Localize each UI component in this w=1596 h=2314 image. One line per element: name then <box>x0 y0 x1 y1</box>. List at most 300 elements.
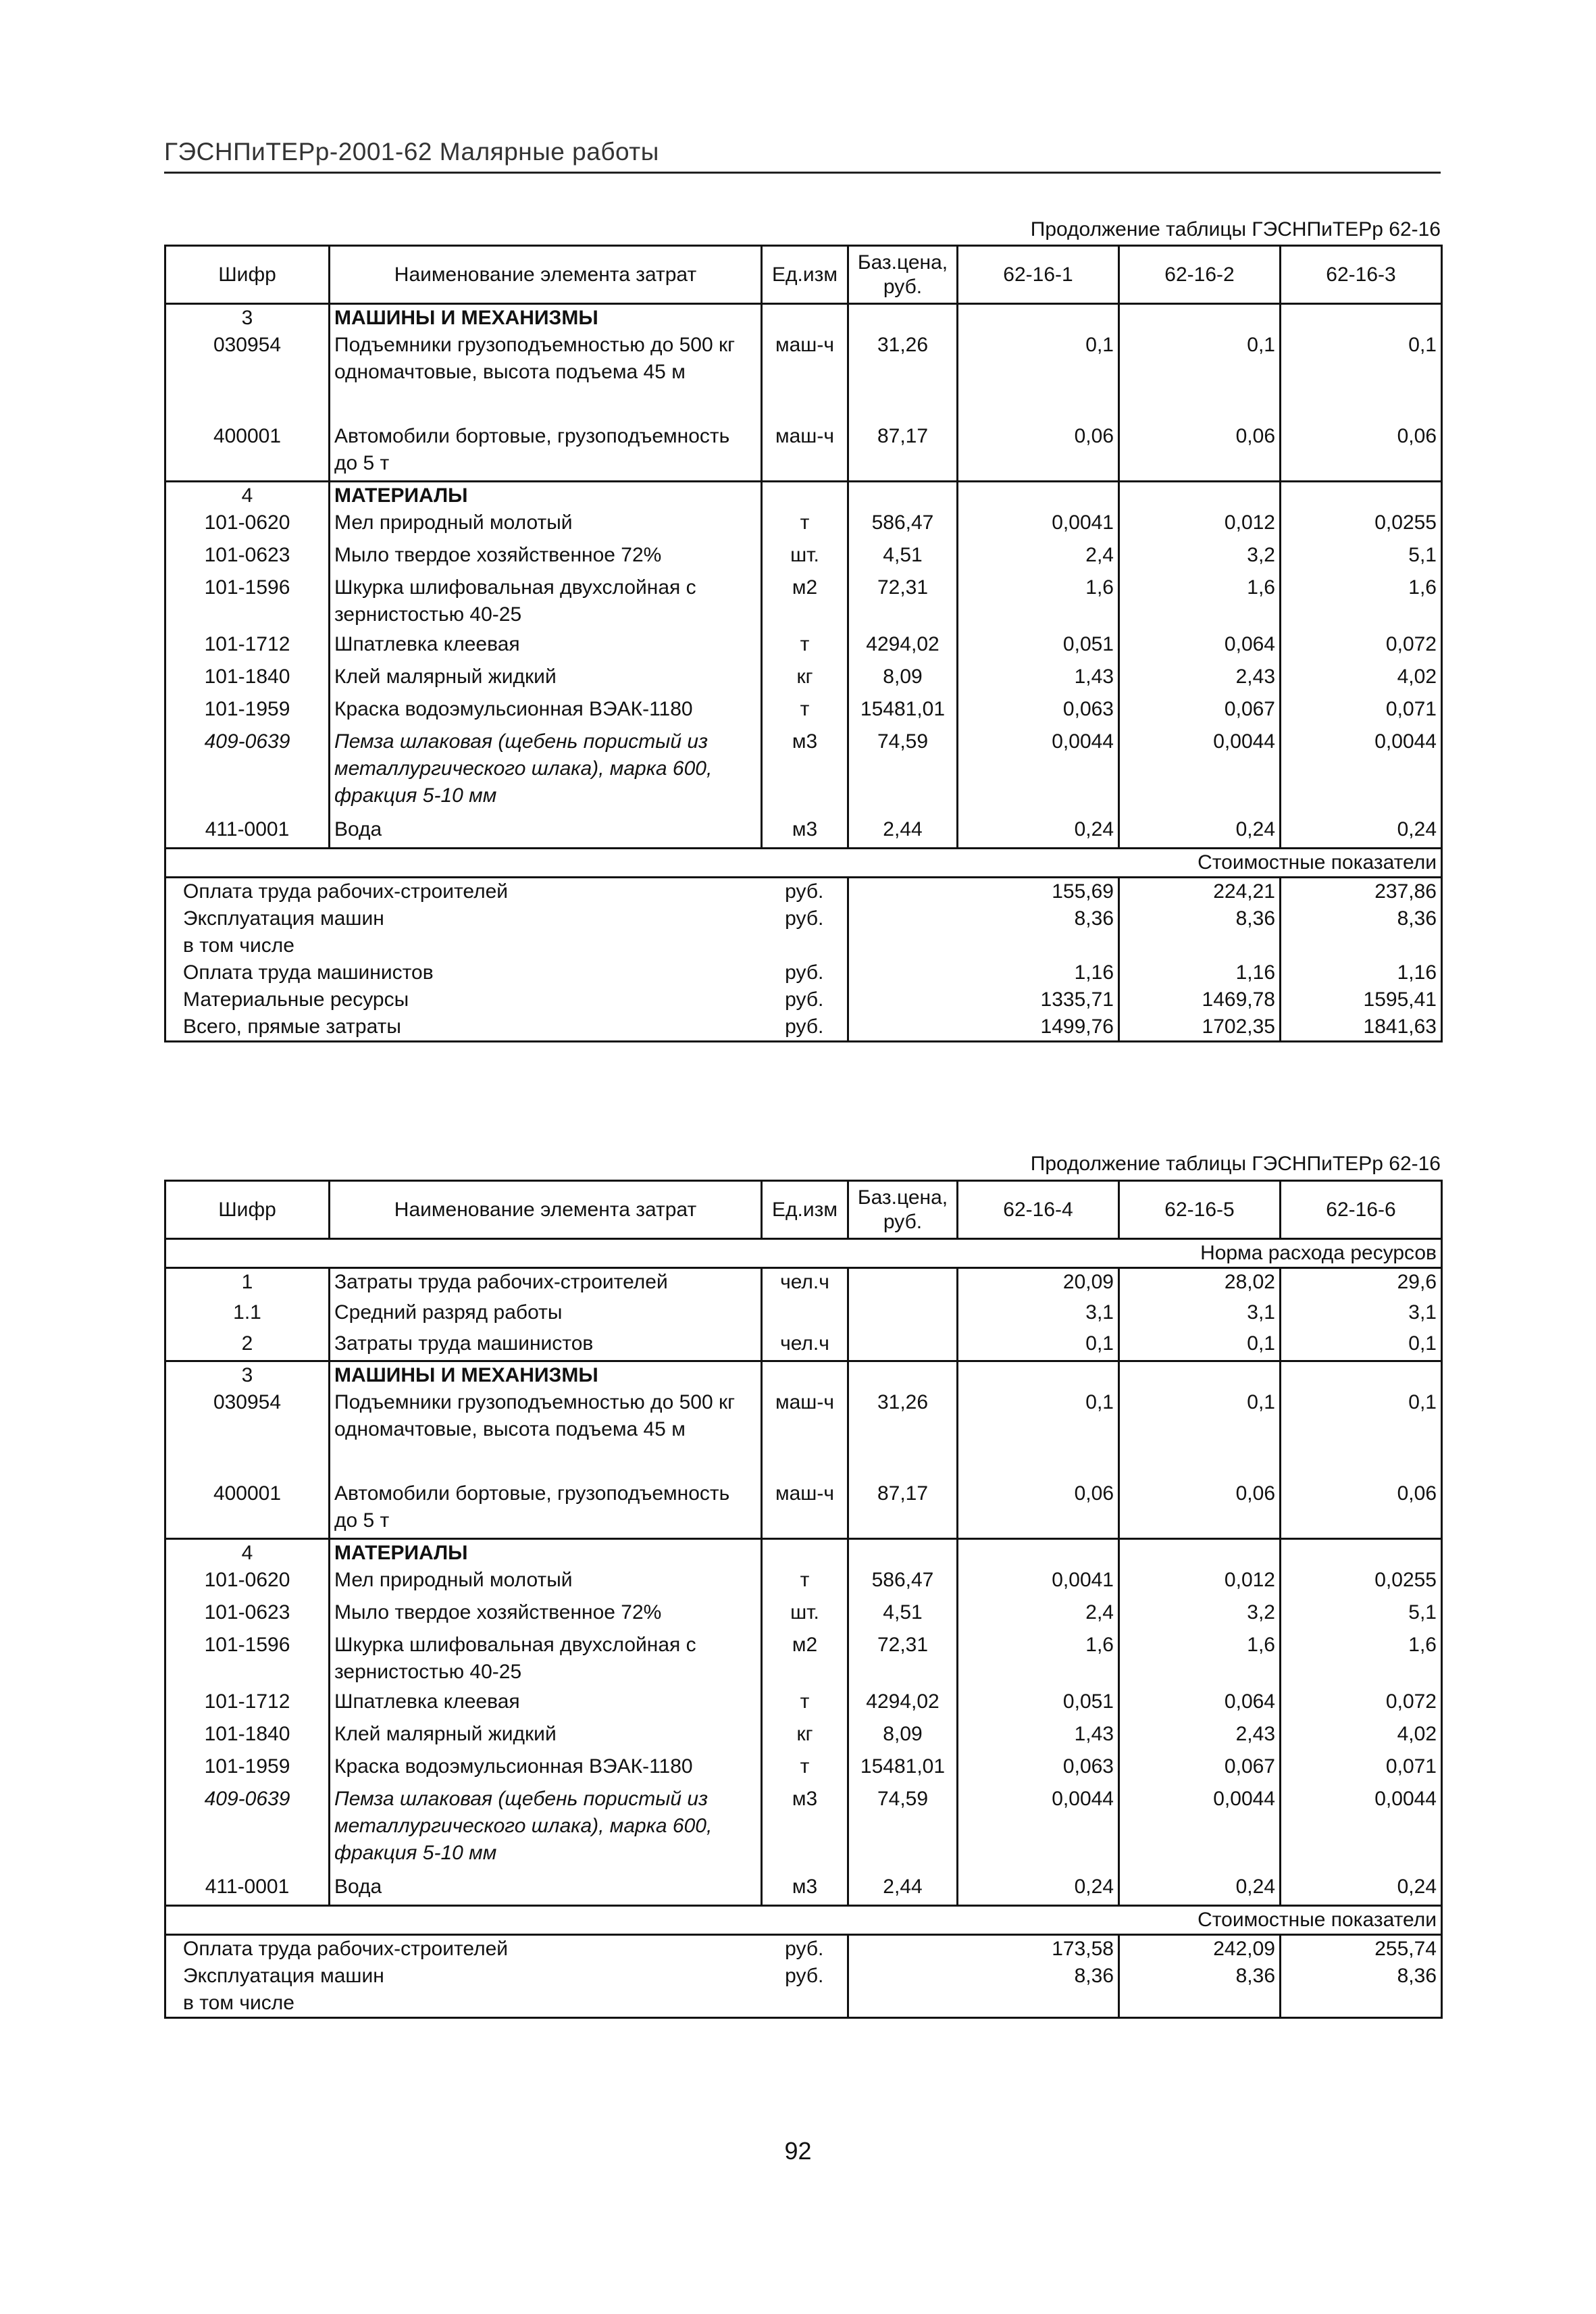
summary-value-2: 8,36 <box>1119 905 1281 932</box>
unit-cell: шт. <box>790 1601 819 1624</box>
unit-cell: маш-ч <box>775 1482 834 1505</box>
col-name-header: Наименование элемента затрат <box>330 1181 762 1239</box>
value-cell-1: 0,063 <box>958 696 1119 728</box>
summary-row <box>165 959 1442 986</box>
empty-cell <box>1281 304 1442 332</box>
empty-cell <box>1119 304 1281 332</box>
section-number: 3 <box>165 1361 330 1390</box>
value-cell-3: 4,02 <box>1281 663 1442 696</box>
summary-value-3 <box>1281 1990 1442 2018</box>
value-cell-2: 1,6 <box>1119 574 1281 631</box>
material-row <box>165 663 1442 696</box>
value-cell-2: 0,012 <box>1119 509 1281 542</box>
price-cell: 74,59 <box>848 1786 958 1873</box>
value-cell-1: 0,1 <box>958 1389 1119 1480</box>
value-cell-2: 0,24 <box>1119 1873 1281 1906</box>
value-cell-3: 5,1 <box>1281 1599 1442 1632</box>
unit-cell: маш-ч <box>775 334 834 356</box>
value-cell-1: 0,063 <box>958 1753 1119 1786</box>
value-cell-2: 3,1 <box>1119 1299 1281 1330</box>
value-cell-3: 0,0255 <box>1281 1567 1442 1599</box>
summary-value-3: 8,36 <box>1281 1963 1442 1990</box>
summary-value-2: 1469,78 <box>1119 986 1281 1013</box>
code-cell: 101-0620 <box>165 509 330 542</box>
price-cell: 4294,02 <box>848 1688 958 1721</box>
summary-label: Материальные ресурсы <box>165 986 762 1013</box>
empty-cell <box>1119 1361 1281 1390</box>
col-unit-header: Ед.изм <box>762 246 848 304</box>
col-price-header: Баз.цена, руб. <box>848 1181 958 1239</box>
col-price-header: Баз.цена, руб. <box>848 246 958 304</box>
cost-label-row-text: Стоимостные показатели <box>165 849 1442 878</box>
page-header: ГЭСНПиТЕРр-2001-62 Малярные работы <box>164 135 1441 174</box>
code-cell: 409-0639 <box>165 1786 330 1873</box>
price-cell: 15481,01 <box>848 696 958 728</box>
value-cell-3: 0,24 <box>1281 1873 1442 1906</box>
name-cell: Вода <box>330 816 762 849</box>
section-title: МАТЕРИАЛЫ <box>330 1538 762 1567</box>
table1-caption: Продолжение таблицы ГЭСНПиТЕРр 62-16 <box>1030 218 1441 241</box>
summary-value-1 <box>958 1990 1119 2018</box>
code-cell: 101-1712 <box>165 631 330 663</box>
code-cell: 101-0620 <box>165 1567 330 1599</box>
value-cell-3: 0,0255 <box>1281 509 1442 542</box>
value-cell-3: 0,24 <box>1281 816 1442 849</box>
code-cell: 411-0001 <box>165 816 330 849</box>
summary-value-3: 1595,41 <box>1281 986 1442 1013</box>
code-cell: 101-1596 <box>165 574 330 631</box>
name-cell: Затраты труда машинистов <box>330 1330 762 1361</box>
value-cell-3: 0,06 <box>1281 423 1442 481</box>
empty-cell <box>1281 1361 1442 1390</box>
code-cell: 101-1959 <box>165 1753 330 1786</box>
summary-unit: руб. <box>785 988 824 1011</box>
value-cell-2: 0,064 <box>1119 631 1281 663</box>
value-cell-1: 20,09 <box>958 1268 1119 1299</box>
summary-label: Оплата труда рабочих-строителей <box>165 878 762 906</box>
name-cell: Мел природный молотый <box>330 1567 762 1599</box>
material-row <box>165 509 1442 542</box>
price-cell: 87,17 <box>848 1480 958 1538</box>
col-header-62-16-3: 62-16-3 <box>1281 246 1442 304</box>
summary-row <box>165 1935 1442 1963</box>
code-cell: 101-0623 <box>165 1599 330 1632</box>
summary-value-2: 1702,35 <box>1119 1013 1281 1042</box>
price-cell: 87,17 <box>848 423 958 481</box>
price-cell: 4,51 <box>848 542 958 574</box>
unit-cell: маш-ч <box>775 1391 834 1413</box>
unit-cell: м3 <box>792 1787 818 1810</box>
labor-row <box>165 1299 1442 1330</box>
material-row <box>165 696 1442 728</box>
value-cell-2: 3,2 <box>1119 1599 1281 1632</box>
summary-row <box>165 986 1442 1013</box>
summary-unit: руб. <box>785 961 824 984</box>
code-cell: 400001 <box>165 1480 330 1538</box>
code-cell: 2 <box>165 1330 330 1361</box>
summary-unit: руб. <box>785 1965 824 1987</box>
value-cell-1: 1,43 <box>958 663 1119 696</box>
value-cell-1: 3,1 <box>958 1299 1119 1330</box>
summary-value-3: 237,86 <box>1281 878 1442 906</box>
value-cell-3: 0,0044 <box>1281 728 1442 816</box>
col-header-62-16-1: 62-16-1 <box>958 246 1119 304</box>
unit-cell: шт. <box>790 543 819 566</box>
summary-value-2 <box>1119 1990 1281 2018</box>
value-cell-2: 2,43 <box>1119 663 1281 696</box>
empty-cell <box>762 1361 848 1390</box>
section-title: МАШИНЫ И МЕХАНИЗМЫ <box>330 304 762 332</box>
code-cell: 101-1596 <box>165 1632 330 1688</box>
name-cell: Пемза шлаковая (щебень пористый из металлургического шлака), марка 600, фракция 5-10 мм <box>330 1786 762 1873</box>
price-cell: 31,26 <box>848 332 958 423</box>
name-cell: Пемза шлаковая (щебень пористый из металлургического шлака), марка 600, фракция 5-10 мм <box>330 728 762 816</box>
code-cell: 400001 <box>165 423 330 481</box>
price-cell: 31,26 <box>848 1389 958 1480</box>
unit-cell: чел.ч <box>780 1332 829 1355</box>
name-cell: Шкурка шлифовальная двухслойная с зернистостью 40-25 <box>330 574 762 631</box>
section-number: 4 <box>165 481 330 509</box>
unit-cell: чел.ч <box>780 1271 829 1293</box>
value-cell-3: 0,0044 <box>1281 1786 1442 1873</box>
code-cell: 411-0001 <box>165 1873 330 1906</box>
value-cell-2: 0,067 <box>1119 1753 1281 1786</box>
value-cell-1: 0,1 <box>958 332 1119 423</box>
empty-cell <box>1119 481 1281 509</box>
unit-cell: м2 <box>792 576 818 599</box>
price-cell: 8,09 <box>848 1721 958 1753</box>
name-cell: Шкурка шлифовальная двухслойная с зернистостью 40-25 <box>330 1632 762 1688</box>
name-cell: Шпатлевка клеевая <box>330 1688 762 1721</box>
name-cell: Вода <box>330 1873 762 1906</box>
summary-unit <box>762 932 848 959</box>
summary-label: Эксплуатация машин <box>165 905 762 932</box>
summary-unit: руб. <box>762 1013 848 1042</box>
value-cell-2: 0,06 <box>1119 1480 1281 1538</box>
section-number: 3 <box>165 304 330 332</box>
value-cell-3: 5,1 <box>1281 542 1442 574</box>
value-cell-2: 1,6 <box>1119 1632 1281 1688</box>
empty-cell <box>1281 481 1442 509</box>
value-cell-2: 0,1 <box>1119 1389 1281 1480</box>
value-cell-2: 0,064 <box>1119 1688 1281 1721</box>
summary-row <box>165 878 1442 906</box>
value-cell-1: 0,06 <box>958 1480 1119 1538</box>
summary-value-2 <box>1119 932 1281 959</box>
value-cell-2: 0,06 <box>1119 423 1281 481</box>
unit-cell: кг <box>796 1722 813 1745</box>
summary-unit: руб. <box>785 907 824 930</box>
summary-label: Всего, прямые затраты <box>165 1013 762 1042</box>
code-cell: 409-0639 <box>165 728 330 816</box>
unit-cell: т <box>800 1755 810 1778</box>
empty-cell <box>848 1361 958 1390</box>
empty-cell <box>848 905 958 932</box>
summary-unit: руб. <box>762 1935 848 1963</box>
summary-value-1: 1335,71 <box>958 986 1119 1013</box>
name-cell: Автомобили бортовые, грузоподъемность до 5 т <box>330 1480 762 1538</box>
code-cell: 101-1712 <box>165 1688 330 1721</box>
unit-cell <box>762 1299 848 1330</box>
name-cell: Краска водоэмульсионная ВЭАК-1180 <box>330 696 762 728</box>
value-cell-1: 0,24 <box>958 1873 1119 1906</box>
value-cell-3: 0,1 <box>1281 1389 1442 1480</box>
labor-row <box>165 1330 1442 1361</box>
empty-cell <box>848 878 958 906</box>
value-cell-3: 0,072 <box>1281 1688 1442 1721</box>
empty-cell <box>762 304 848 332</box>
summary-unit <box>762 1990 848 2018</box>
value-cell-1: 0,0044 <box>958 1786 1119 1873</box>
name-cell: Средний разряд работы <box>330 1299 762 1330</box>
price-cell: 4,51 <box>848 1599 958 1632</box>
section-machines <box>165 1361 1442 1390</box>
code-cell: 030954 <box>165 332 330 423</box>
summary-unit: руб. <box>762 878 848 906</box>
name-cell: Подъемники грузоподъемностью до 500 кг одномачтовые, высота подъема 45 м <box>330 332 762 423</box>
name-cell: Автомобили бортовые, грузоподъемность до 5 т <box>330 423 762 481</box>
price-cell: 15481,01 <box>848 1753 958 1786</box>
summary-label: в том числе <box>165 932 762 959</box>
value-cell-2: 3,2 <box>1119 542 1281 574</box>
cost-label-row <box>165 1906 1442 1935</box>
unit-cell: т <box>800 511 810 534</box>
empty-cell <box>848 959 958 986</box>
value-cell-3: 3,1 <box>1281 1299 1442 1330</box>
cost-label-row <box>165 849 1442 878</box>
col-header-62-16-6: 62-16-6 <box>1281 1181 1442 1239</box>
empty-cell <box>848 1013 958 1042</box>
col-code-header: Шифр <box>165 246 330 304</box>
value-cell-3: 0,071 <box>1281 696 1442 728</box>
unit-cell: т <box>800 697 810 720</box>
unit-cell: м3 <box>792 730 818 753</box>
summary-value-2: 8,36 <box>1119 1963 1281 1990</box>
value-cell-1: 0,0041 <box>958 509 1119 542</box>
value-cell-1: 0,24 <box>958 816 1119 849</box>
summary-value-1: 173,58 <box>958 1935 1119 1963</box>
norm-label-row-text: Норма расхода ресурсов <box>165 1239 1442 1268</box>
summary-label: Оплата труда рабочих-строителей <box>165 1935 762 1963</box>
table2-caption: Продолжение таблицы ГЭСНПиТЕРр 62-16 <box>1030 1153 1441 1175</box>
summary-value-2: 242,09 <box>1119 1935 1281 1963</box>
summary-value-3: 255,74 <box>1281 1935 1442 1963</box>
value-cell-3: 0,06 <box>1281 1480 1442 1538</box>
col-header-62-16-5: 62-16-5 <box>1119 1181 1281 1239</box>
summary-row <box>165 1963 1442 1990</box>
material-row <box>165 1632 1442 1688</box>
norm-label-row <box>165 1239 1442 1268</box>
summary-value-3 <box>1281 932 1442 959</box>
machine-row <box>165 1389 1442 1480</box>
empty-cell <box>1119 1538 1281 1567</box>
value-cell-2: 0,012 <box>1119 1567 1281 1599</box>
value-cell-3: 0,072 <box>1281 631 1442 663</box>
material-row <box>165 542 1442 574</box>
value-cell-1: 0,1 <box>958 1330 1119 1361</box>
machine-row <box>165 332 1442 423</box>
value-cell-2: 0,24 <box>1119 816 1281 849</box>
empty-cell <box>848 1963 958 1990</box>
price-cell: 2,44 <box>848 1873 958 1906</box>
page-number: 92 <box>784 2137 812 2165</box>
name-cell: Мел природный молотый <box>330 509 762 542</box>
value-cell-2: 0,0044 <box>1119 728 1281 816</box>
empty-cell <box>848 932 958 959</box>
code-cell: 101-1840 <box>165 1721 330 1753</box>
empty-cell <box>958 304 1119 332</box>
summary-value-3: 1841,63 <box>1281 1013 1442 1042</box>
col-code-header: Шифр <box>165 1181 330 1239</box>
empty-cell <box>958 481 1119 509</box>
unit-cell: м3 <box>792 1875 818 1898</box>
summary-row <box>165 1013 1442 1042</box>
value-cell-1: 2,4 <box>958 542 1119 574</box>
code-cell: 101-1840 <box>165 663 330 696</box>
section-materials <box>165 481 1442 509</box>
value-cell-1: 0,06 <box>958 423 1119 481</box>
material-row <box>165 631 1442 663</box>
empty-cell <box>762 1538 848 1567</box>
col-header-62-16-4: 62-16-4 <box>958 1181 1119 1239</box>
unit-cell: м3 <box>792 818 818 840</box>
unit-cell: т <box>800 1568 810 1591</box>
value-cell-1: 1,6 <box>958 574 1119 631</box>
empty-cell <box>848 1538 958 1567</box>
price-cell: 72,31 <box>848 1632 958 1688</box>
empty-cell <box>958 1538 1119 1567</box>
price-cell: 586,47 <box>848 509 958 542</box>
value-cell-3: 29,6 <box>1281 1268 1442 1299</box>
summary-value-1: 1,16 <box>958 959 1119 986</box>
summary-value-3: 1,16 <box>1281 959 1442 986</box>
material-row <box>165 816 1442 849</box>
summary-value-3: 8,36 <box>1281 905 1442 932</box>
code-cell: 1.1 <box>165 1299 330 1330</box>
summary-value-2: 1,16 <box>1119 959 1281 986</box>
labor-row <box>165 1268 1442 1299</box>
col-name-header: Наименование элемента затрат <box>330 246 762 304</box>
value-cell-2: 0,1 <box>1119 332 1281 423</box>
value-cell-1: 0,0044 <box>958 728 1119 816</box>
cost-label-row-text: Стоимостные показатели <box>165 1906 1442 1935</box>
col-unit-header: Ед.изм <box>762 1181 848 1239</box>
code-cell: 101-0623 <box>165 542 330 574</box>
value-cell-1: 0,051 <box>958 1688 1119 1721</box>
table1 <box>164 245 1443 1042</box>
code-cell: 030954 <box>165 1389 330 1480</box>
price-cell: 586,47 <box>848 1567 958 1599</box>
name-cell: Затраты труда рабочих-строителей <box>330 1268 762 1299</box>
section-title: МАШИНЫ И МЕХАНИЗМЫ <box>330 1361 762 1390</box>
section-number: 4 <box>165 1538 330 1567</box>
summary-row <box>165 905 1442 932</box>
empty-cell <box>848 481 958 509</box>
price-cell: 2,44 <box>848 816 958 849</box>
summary-label: Оплата труда машинистов <box>165 959 762 986</box>
summary-label: в том числе <box>165 1990 762 2018</box>
value-cell-2: 0,067 <box>1119 696 1281 728</box>
unit-cell: кг <box>796 665 813 688</box>
price-cell <box>848 1268 958 1299</box>
machine-row <box>165 1480 1442 1538</box>
name-cell: Шпатлевка клеевая <box>330 631 762 663</box>
material-row <box>165 574 1442 631</box>
summary-row <box>165 1990 1442 2018</box>
material-row <box>165 1753 1442 1786</box>
value-cell-2: 28,02 <box>1119 1268 1281 1299</box>
summary-value-1: 1499,76 <box>958 1013 1119 1042</box>
price-cell <box>848 1330 958 1361</box>
price-cell: 8,09 <box>848 663 958 696</box>
section-materials <box>165 1538 1442 1567</box>
empty-cell <box>848 986 958 1013</box>
value-cell-1: 0,0041 <box>958 1567 1119 1599</box>
value-cell-1: 0,051 <box>958 631 1119 663</box>
summary-value-1: 8,36 <box>958 1963 1119 1990</box>
summary-value-1 <box>958 932 1119 959</box>
unit-cell: т <box>800 632 810 655</box>
code-cell: 1 <box>165 1268 330 1299</box>
value-cell-1: 1,6 <box>958 1632 1119 1688</box>
material-row <box>165 1873 1442 1906</box>
name-cell: Клей малярный жидкий <box>330 663 762 696</box>
empty-cell <box>848 304 958 332</box>
code-cell: 101-1959 <box>165 696 330 728</box>
material-row <box>165 1786 1442 1873</box>
value-cell-3: 0,1 <box>1281 332 1442 423</box>
value-cell-1: 1,43 <box>958 1721 1119 1753</box>
price-cell: 74,59 <box>848 728 958 816</box>
material-row <box>165 1721 1442 1753</box>
unit-cell: м2 <box>792 1633 818 1656</box>
value-cell-2: 2,43 <box>1119 1721 1281 1753</box>
section-machines <box>165 304 1442 332</box>
unit-cell: т <box>800 1690 810 1713</box>
name-cell: Мыло твердое хозяйственное 72% <box>330 1599 762 1632</box>
value-cell-3: 0,071 <box>1281 1753 1442 1786</box>
material-row <box>165 1567 1442 1599</box>
name-cell: Клей малярный жидкий <box>330 1721 762 1753</box>
value-cell-2: 0,1 <box>1119 1330 1281 1361</box>
value-cell-3: 1,6 <box>1281 1632 1442 1688</box>
value-cell-3: 0,1 <box>1281 1330 1442 1361</box>
summary-row <box>165 932 1442 959</box>
unit-cell: маш-ч <box>775 425 834 447</box>
summary-value-2: 224,21 <box>1119 878 1281 906</box>
price-cell <box>848 1299 958 1330</box>
empty-cell <box>762 481 848 509</box>
summary-label: Эксплуатация машин <box>165 1963 762 1990</box>
value-cell-2: 0,0044 <box>1119 1786 1281 1873</box>
value-cell-1: 2,4 <box>958 1599 1119 1632</box>
material-row <box>165 1688 1442 1721</box>
table2 <box>164 1180 1443 2019</box>
empty-cell <box>848 1935 958 1963</box>
name-cell: Мыло твердое хозяйственное 72% <box>330 542 762 574</box>
empty-cell <box>1281 1538 1442 1567</box>
name-cell: Краска водоэмульсионная ВЭАК-1180 <box>330 1753 762 1786</box>
name-cell: Подъемники грузоподъемностью до 500 кг одномачтовые, высота подъема 45 м <box>330 1389 762 1480</box>
value-cell-3: 1,6 <box>1281 574 1442 631</box>
empty-cell <box>848 1990 958 2018</box>
material-row <box>165 728 1442 816</box>
material-row <box>165 1599 1442 1632</box>
summary-value-1: 155,69 <box>958 878 1119 906</box>
price-cell: 72,31 <box>848 574 958 631</box>
section-title: МАТЕРИАЛЫ <box>330 481 762 509</box>
price-cell: 4294,02 <box>848 631 958 663</box>
